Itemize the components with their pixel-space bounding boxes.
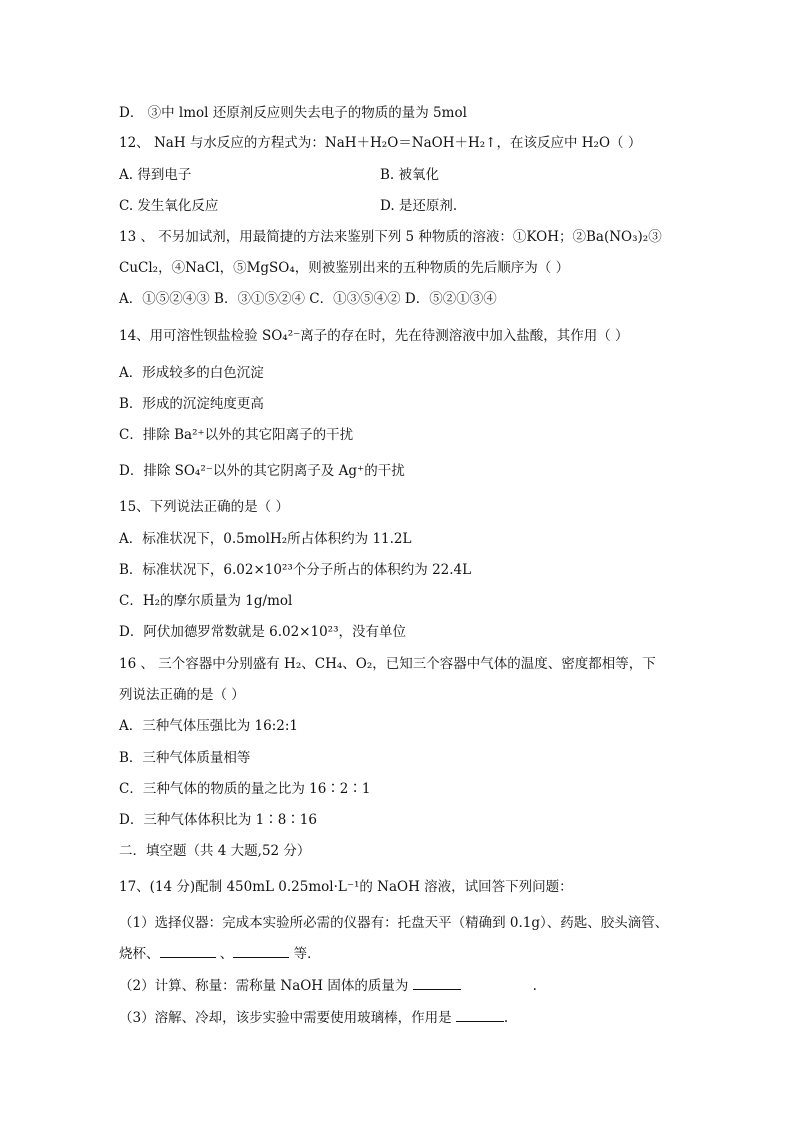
q12-option-a: A. 得到电子: [119, 167, 192, 183]
q13-options: A．①⑤②④③ B．③①⑤②④ C．①③⑤④② D．⑤②①③④: [119, 291, 497, 307]
q12-option-c: C. 发生氧化反应: [119, 198, 219, 214]
q16-stem-line2: 列说法正确的是（ ）: [119, 687, 245, 703]
q14-option-b: B．形成的沉淀纯度更高: [119, 396, 264, 412]
q14-option-a: A．形成较多的白色沉淀: [119, 365, 264, 381]
q17-part2: [119, 977, 537, 995]
q17-part1-end: 等．: [289, 946, 321, 962]
q17-stem: 17、(14 分)配制 450mL 0.25mol·L⁻¹的 NaOH 溶液，试回答下列问题：: [119, 879, 573, 895]
answer-blank-instrument-1[interactable]: [160, 945, 216, 958]
q17-part1-line2: [119, 945, 321, 963]
q13-stem-line2: CuCl₂，④NaCl，⑤MgSO₄，则被鉴别出来的五种物质的先后顺序为（ ）: [119, 260, 570, 276]
q15-option-b: B．标准状况下，6.02×10²³个分子所占的体积约为 22.4L: [119, 562, 472, 578]
q15-option-d: D．阿伏加德罗常数就是 6.02×10²³，没有单位: [119, 624, 406, 640]
q14-stem: 14、用可溶性钡盐检验 SO₄²⁻离子的存在时，先在待测溶液中加入盐酸，其作用（ ）: [119, 328, 629, 344]
q16-option-a: A．三种气体压强比为 16:2:1: [119, 718, 298, 734]
q16-option-b: B．三种气体质量相等: [119, 750, 251, 766]
q17-part3-text: （3）溶解、冷却，该步实验中需要使用玻璃棒，作用是: [119, 1010, 456, 1026]
q15-option-c: C．H₂的摩尔质量为 1g/mol: [119, 593, 293, 609]
q17-part1-line1: （1）选择仪器：完成本实验所必需的仪器有：托盘天平（精确到 0.1g）、药匙、胶头滴管、: [119, 915, 669, 931]
q12-option-d: D. 是还原剂.: [380, 198, 458, 214]
q17-part1-text: 烧杯、: [119, 946, 160, 962]
q12-stem: 12、 NaH 与水反应的方程式为：NaH＋H₂O＝NaOH＋H₂↑，在该反应中 H₂O（ ）: [119, 135, 642, 151]
q15-option-a: A．标准状况下，0.5molH₂所占体积约为 11.2L: [119, 531, 412, 547]
q17-part3-end: .: [503, 1010, 509, 1026]
q16-option-d: D．三种气体体积比为 1∶8∶16: [119, 812, 317, 828]
q14-option-c: C．排除 Ba²⁺以外的其它阳离子的干扰: [119, 427, 354, 443]
q13-stem-line1: 13 、 不另加试剂，用最简捷的方法来鉴别下列 5 种物质的溶液：①KOH；②Ba(NO₃)₂③: [119, 229, 662, 245]
q17-part2-text: （2）计算、称量：需称量 NaOH 固体的质量为: [119, 978, 413, 994]
q12-option-b: B. 被氧化: [380, 167, 440, 183]
section-heading-fill-in: 二．填空题（共 4 大题,52 分）: [119, 843, 311, 859]
q17-part1-separator: 、: [215, 946, 234, 962]
q17-part2-end: .: [532, 978, 537, 994]
answer-blank-instrument-2[interactable]: [233, 945, 289, 958]
answer-blank-naoh-mass[interactable]: [413, 977, 461, 990]
q17-part3: [119, 1009, 508, 1027]
q16-option-c: C．三种气体的物质的量之比为 16∶2∶1: [119, 781, 371, 797]
q14-option-d: D．排除 SO₄²⁻以外的其它阴离子及 Ag⁺的干扰: [119, 463, 405, 479]
q11-option-d: D． ③中 lmol 还原剂反应则失去电子的物质的量为 5mol: [119, 105, 467, 121]
answer-blank-glass-rod-purpose[interactable]: [456, 1009, 504, 1022]
q15-stem: 15、下列说法正确的是（ ）: [119, 499, 289, 515]
q16-stem-line1: 16 、 三个容器中分别盛有 H₂、CH₄、O₂，已知三个容器中气体的温度、密度都相等，下: [119, 656, 656, 672]
